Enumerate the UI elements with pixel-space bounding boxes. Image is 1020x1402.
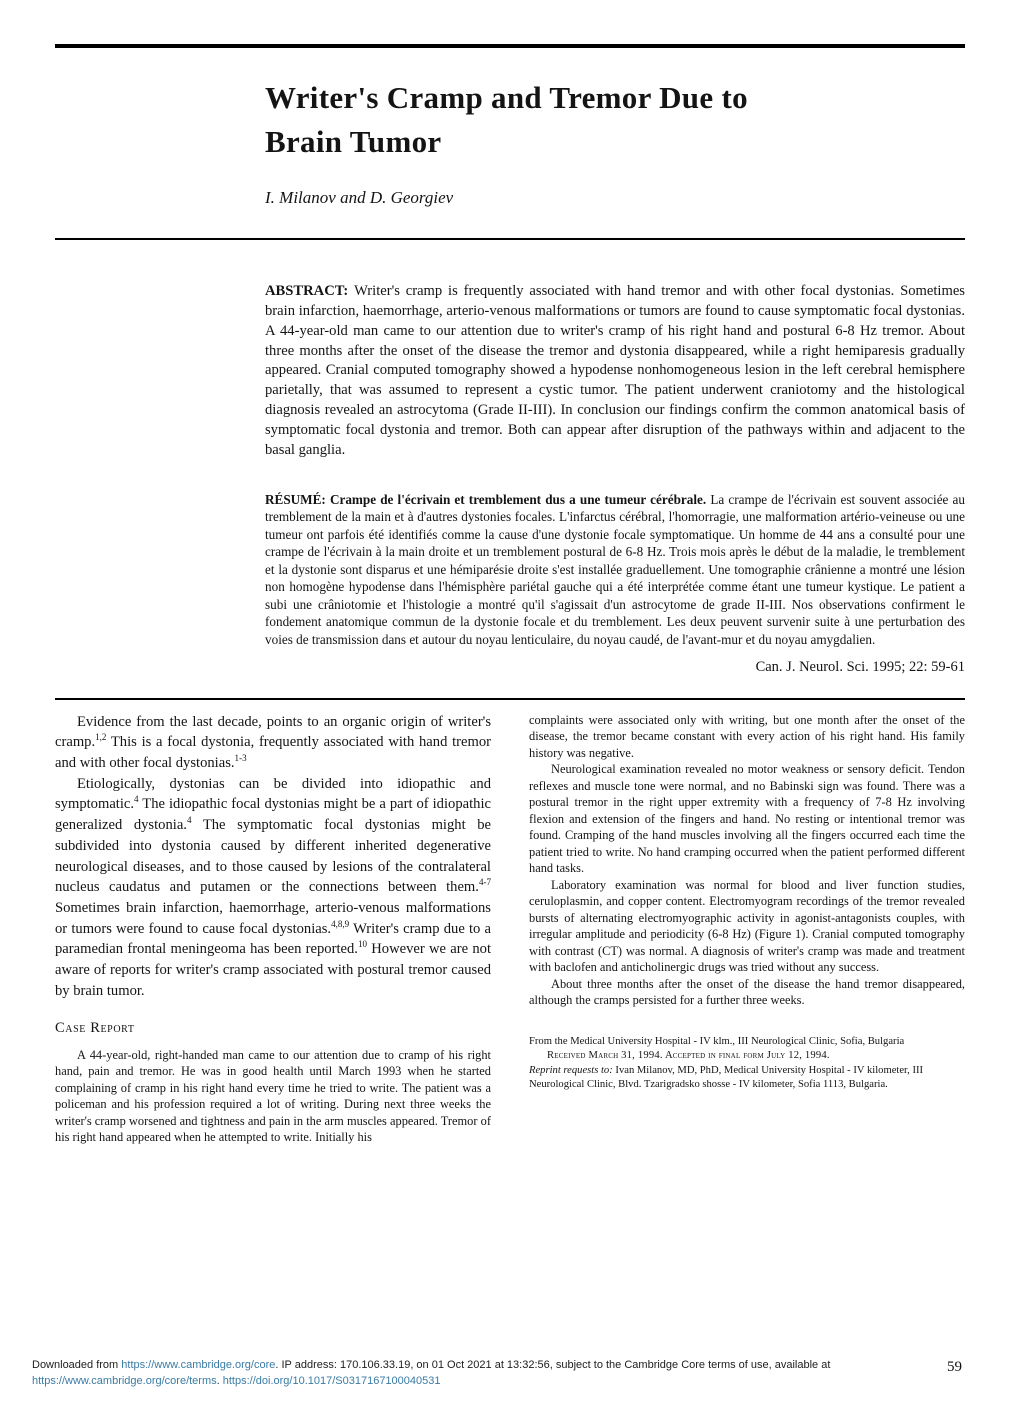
reference-superscript: 1,2 — [95, 732, 107, 743]
case-report-paragraph: A 44-year-old, right-handed man came to our attention due to cramp of his right hand, pain and tremor. He was in good health until March 1993 when he started complaining of cramp in his right hand every time he tried to write. The patient was a policeman and his profession required a lot of writing. During next three weeks the writer's cramp worsened and tightness and pain in the arm muscles appeared. Tremor of his right hand appeared when he attempted to write. Initially his — [55, 1047, 491, 1145]
page-footer — [32, 1358, 890, 1390]
resume-paragraph: RÉSUMÉ: Crampe de l'écrivain et tremblement dus a une tumeur cérébrale. La crampe de l'écrivain est souvent associée au tremblement de la main et à d'autres dystonies focales. L'infarctus cérébral, l'homorragie, une malformation artério-veineuse ou une tumeur ont parfois été identifiés comme la cause d'une dystonie focale symptomatique. Un homme de 44 ans a consulté pour une crampe de l'écrivain à la main droite et un tremblement postural de 6-8 Hz. Trois mois après le début de la maladie, le tremblement et la dystonie sont disparus et une hémiparésie droite s'est installée graduellement. Une tomographie crânienne a montré une lésion non homogène hypodense dans l'hémisphère pariétal gauche qui a été interprétée comme étant une tumeur kystique. Le patient a subi une crâniotomie et l'histologie a montré qu'il s'agissait d'un astrocytome de grade II-III. Nos observations confirment le fondement anatomique commun de la dystonie focale et du tremblement. Les deux peuvent survenir suite à une perturbation des voies de transmission dans et autour du noyau lenticulaire, du noyau caudé, de l'avant-mur et du noyau amygdalien. — [265, 491, 965, 647]
article-authors: I. Milanov and D. Georgiev — [265, 188, 454, 208]
intro-paragraph-1: Evidence from the last decade, points to an organic origin of writer's cramp.$^{1,2}$ This is a focal dystonia, frequently associated with hand tremor and with other focal dystonias.$^{1-3}$ — [55, 713, 491, 771]
hyperlink[interactable]: https://doi.org/10.1017/S0317167100040531 — [222, 1375, 441, 1388]
abstract-paragraph: ABSTRACT: Writer's cramp is frequently associated with hand tremor and with other focal dystonias. Sometimes brain infarction, haemorrhage, arterio-venous malformations or tumors are found to cause symptomatic focal dystonias. A 44-year-old man came to our attention due to writer's cramp of his right hand and postural 6-8 Hz tremor. About three months after the onset of the disease the tremor and dystonia disappeared, while a right hemiparesis gradually appeared. Cranial computed tomography showed a hypodense nonhomogeneous lesion in the left cerebral hemisphere parietally, that was assumed to represent a cystic tumor. The patient underwent craniotomy and the histological diagnosis revealed an astrocytoma (Grade II-III). In conclusion our findings confirm the common anatomical basis of symptomatic focal dystonia and tremor. Both can appear after disruption of the pathways within and adjacent to the basal ganglia. — [265, 283, 965, 458]
affiliation-note — [529, 1035, 965, 1093]
footer-line-1: Downloaded from https://www.cambridge.org/core. IP address: 170.106.33.19, on 01 Oct 2021 at 13:32:56, subject to the Cambridge Core terms of use, available at — [32, 1359, 831, 1372]
page-number: 59 — [947, 1359, 962, 1375]
article-title-line-2: Brain Tumor — [265, 124, 442, 160]
article-title — [265, 76, 965, 164]
body-divider-rule — [55, 698, 965, 700]
reference-superscript: 4 — [186, 815, 192, 826]
neurological-exam-paragraph: Neurological examination revealed no motor weakness or sensory deficit. Tendon reflexes and muscle tone were normal, and no Babinski sign was found. There was a postural tremor in the right upper extremity with a frequency of 7-8 Hz involving flexion and extension of the fingers and hand. No resting or intentional tremor was found. Cramping of the hand muscles involving all the fingers occurred each time the patient tried to write. No hand cramping occurred when the patient performed different hand tasks. — [529, 762, 965, 876]
outcome-paragraph: About three months after the onset of the disease the hand tremor disappeared, although the cramps persisted for a further three weeks. — [529, 976, 965, 1008]
case-report-heading: Case Report — [55, 1019, 135, 1036]
affiliation-address: From the Medical University Hospital - IV klm., III Neurological Clinic, Sofia, Bulgaria — [529, 1035, 905, 1047]
reprint-requests-note: Reprint requests to: Ivan Milanov, MD, PhD, Medical University Hospital - IV kilometer, III Neurological Clinic, Blvd. Tzarigradsko shosse - IV kilometer, Sofia 1113, Bulgaria. — [529, 1064, 924, 1091]
right-column — [529, 712, 965, 1146]
laboratory-exam-paragraph: Laboratory examination was normal for blood and liver function studies, ceruloplasmin, and copper content. Electromyogram recordings of the tremor revealed bursts of alternating electromyographic activity in agonist-antagonists couples, with irregular amplitude and periodicity (6-8 Hz) (Figure 1). Cranial computed tomography with contrast (CT) was normal. A diagnosis of writer's cramp was made and treatment with baclofen and anticholinergic drugs was tried without any success. — [529, 877, 965, 975]
reference-superscript: 4-7 — [478, 877, 491, 888]
reference-superscript: 4,8,9 — [331, 918, 350, 929]
received-accepted-note: Received March 31, 1994. Accepted in final form July 12, 1994. — [547, 1050, 830, 1062]
journal-citation: Can. J. Neurol. Sci. 1995; 22: 59-61 — [755, 658, 965, 675]
intro-paragraph-2: Etiologically, dystonias can be divided into idiopathic and symptomatic.$^4$ The idiopathic focal dystonias might be a part of idiopathic generalized dystonia.$^4$ The symptomatic focal dystonias might be subdivided into dystonia caused by different inherited degenerative neurological diseases, and to those caused by lesions of the contralateral nucleus caudatus and putamen or the connections between them.$^{4-7}$ Sometimes brain infarction, haemorrhage, arterio-venous malformations or tumors were found to cause focal dystonias.$^{4,8,9}$ Writer's cramp due to a paramedian frontal meningeoma has been reported.$^{10}$ However we are not aware of reports for writer's cramp associated with postural tremor caused by brain tumor. — [55, 775, 492, 999]
left-column — [55, 712, 491, 1146]
hyperlink[interactable]: https://www.cambridge.org/core/terms — [32, 1375, 217, 1388]
abstract-block — [265, 282, 965, 676]
continuation-paragraph: complaints were associated only with writing, but one month after the onset of the disease, the tremor became constant with every action of his right hand. His family history was negative. — [529, 712, 965, 760]
reference-superscript: 1-3 — [234, 753, 247, 764]
hyperlink[interactable]: https://www.cambridge.org/core — [121, 1359, 276, 1372]
reference-superscript: 4 — [134, 794, 139, 805]
article-title-line-1: Writer's Cramp and Tremor Due to — [265, 80, 748, 115]
header-divider-rule — [55, 238, 965, 240]
reference-superscript: 10 — [357, 939, 367, 950]
two-column-body — [55, 712, 965, 1146]
footer-line-2: https://www.cambridge.org/core/terms. https://doi.org/10.1017/S0317167100040531 — [32, 1375, 441, 1388]
top-rule — [55, 44, 965, 48]
